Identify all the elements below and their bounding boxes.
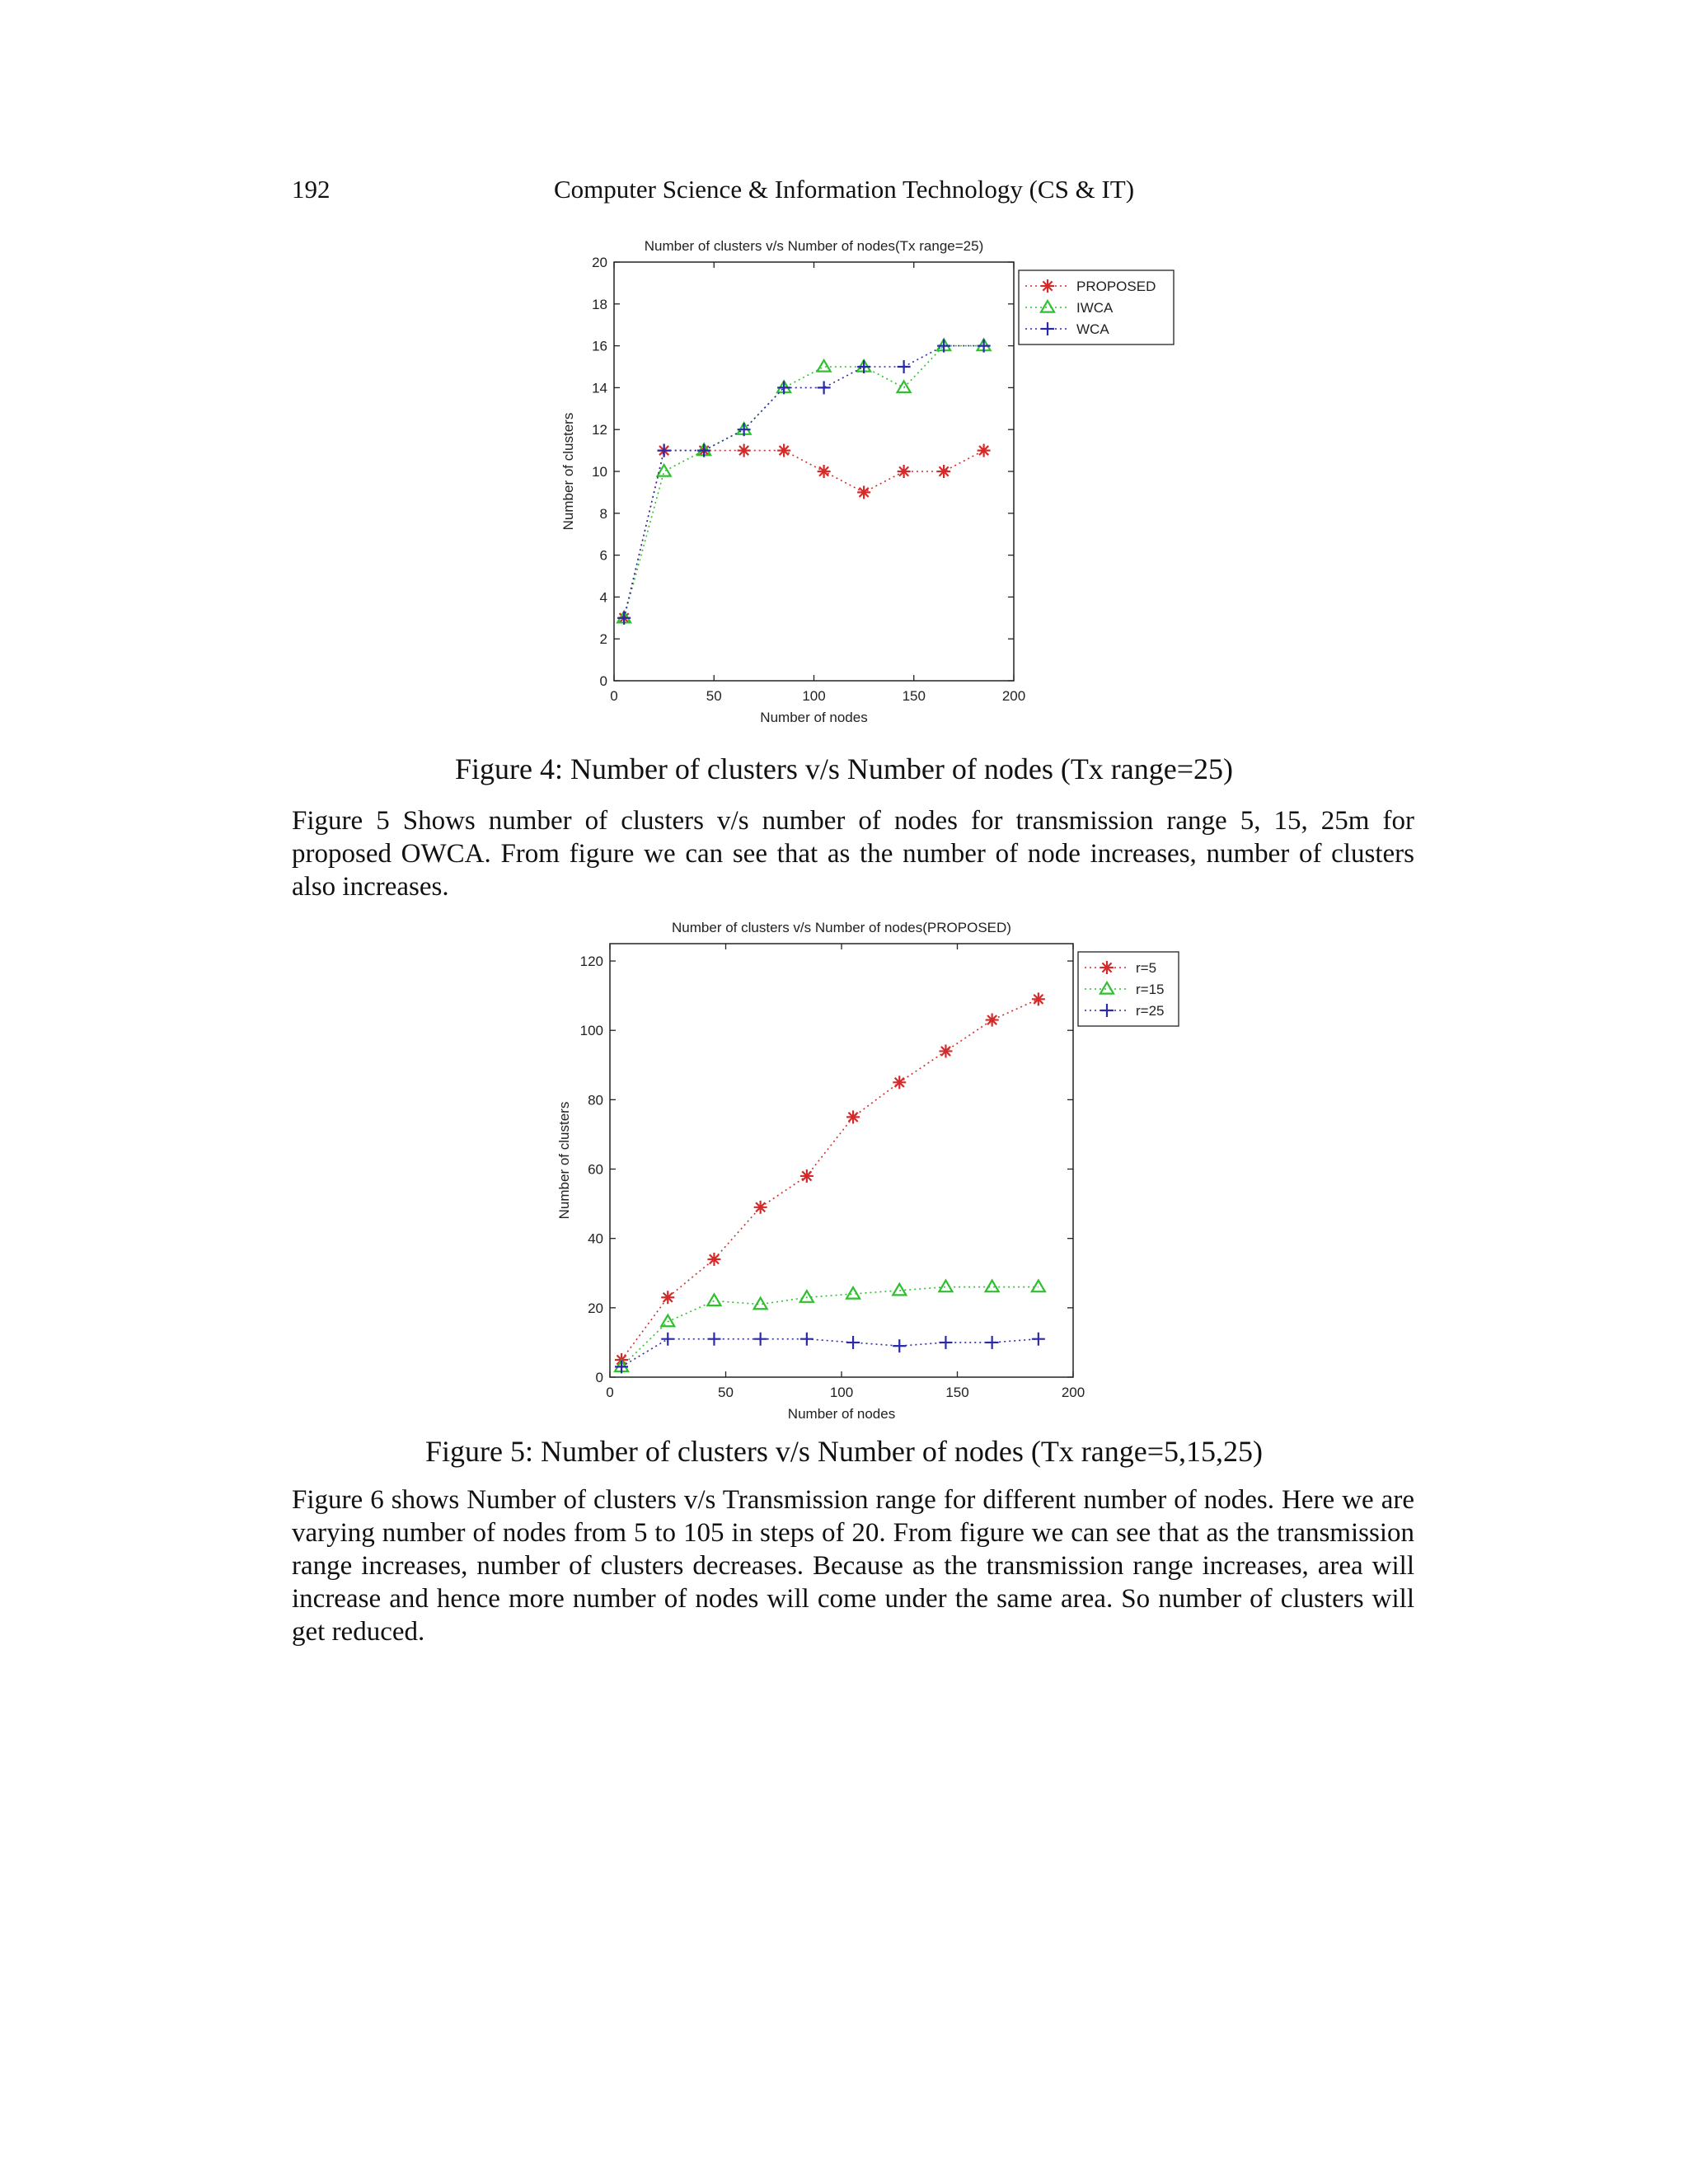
data-point <box>937 465 950 478</box>
figure-5-chart <box>0 902 1688 1430</box>
x-tick-label: 0 <box>610 688 618 704</box>
x-tick-label: 200 <box>1061 1385 1085 1400</box>
data-point <box>818 465 831 478</box>
y-tick-label: 12 <box>592 422 607 438</box>
y-tick-label: 40 <box>588 1230 603 1247</box>
legend-label: r=25 <box>1136 1003 1165 1019</box>
data-point <box>898 465 911 478</box>
legend-label: PROPOSED <box>1076 279 1156 294</box>
data-point <box>707 1253 720 1266</box>
x-tick-label: 0 <box>606 1385 614 1400</box>
data-point <box>738 444 751 457</box>
x-tick-label: 200 <box>1001 688 1026 704</box>
legend-label: IWCA <box>1076 300 1114 316</box>
x-tick-label: 150 <box>902 688 926 704</box>
y-tick-label: 20 <box>588 1300 603 1316</box>
x-tick-label: 50 <box>718 1385 734 1400</box>
page-number: 192 <box>292 175 331 204</box>
y-tick-label: 60 <box>588 1161 603 1178</box>
data-point <box>754 1201 767 1214</box>
figure-4-chart <box>0 223 1688 733</box>
y-tick-label: 16 <box>592 338 607 354</box>
y-axis-label: Number of clusters <box>560 412 576 531</box>
data-point <box>800 1169 814 1183</box>
y-tick-label: 100 <box>579 1023 603 1039</box>
paragraph-figure-6-description: Figure 6 shows Number of clusters v/s Transmission range for different number of nodes. Here we are varying number of nodes from 5 to 105 in steps of 20. From figure we can see that as the transmission range increases, number of clusters decreases. Because as the transmission range increases, area will increase and hence more number of nodes will come under the same area. So number of clusters will get reduced. <box>292 1485 1414 1647</box>
y-tick-label: 14 <box>592 380 607 396</box>
y-tick-label: 0 <box>599 673 607 689</box>
x-tick-label: 150 <box>945 1385 969 1400</box>
y-tick-label: 8 <box>599 505 607 522</box>
y-tick-label: 20 <box>592 255 607 270</box>
figure-4-caption: Figure 4: Number of clusters v/s Number of nodes (Tx range=25) <box>454 752 1234 785</box>
x-tick-label: 50 <box>706 688 722 704</box>
y-tick-label: 4 <box>599 589 607 606</box>
x-tick-label: 100 <box>829 1385 854 1400</box>
data-point <box>1032 992 1045 1005</box>
plot-area <box>614 262 1014 681</box>
legend-label: r=5 <box>1136 960 1157 976</box>
x-axis-label: Number of nodes <box>787 1406 896 1422</box>
y-tick-label: 120 <box>579 954 603 970</box>
data-point <box>857 485 870 499</box>
y-tick-label: 80 <box>588 1092 603 1108</box>
x-tick-label: 100 <box>802 688 826 704</box>
paragraph-figure-5-description: Figure 5 Shows number of clusters v/s number of nodes for transmission range 5, 15, 25m for proposed OWCA. From figure we can see that as the number of node increases, number of clusters also increases. <box>292 806 1414 902</box>
running-head: Computer Science & Information Technology (CS & IT) <box>553 175 1135 204</box>
y-tick-label: 10 <box>592 464 607 480</box>
legend-label: WCA <box>1076 321 1109 337</box>
y-tick-label: 0 <box>595 1370 603 1385</box>
y-tick-label: 6 <box>599 547 607 564</box>
data-point <box>777 444 790 457</box>
figure-5-caption: Figure 5: Number of clusters v/s Number of nodes (Tx range=5,15,25) <box>424 1435 1264 1468</box>
chart-title: Number of clusters v/s Number of nodes(Tx range=25) <box>644 238 984 254</box>
y-tick-label: 18 <box>592 296 607 312</box>
y-tick-label: 2 <box>599 631 607 648</box>
data-point <box>978 444 991 457</box>
x-axis-label: Number of nodes <box>760 710 868 725</box>
plot-area <box>610 944 1073 1377</box>
data-point <box>846 1110 860 1123</box>
legend-label: r=15 <box>1136 982 1165 997</box>
chart-title: Number of clusters v/s Number of nodes(PROPOSED) <box>672 920 1011 935</box>
data-point <box>939 1044 952 1057</box>
y-axis-label: Number of clusters <box>556 1101 572 1220</box>
legend-marker <box>1100 961 1114 974</box>
